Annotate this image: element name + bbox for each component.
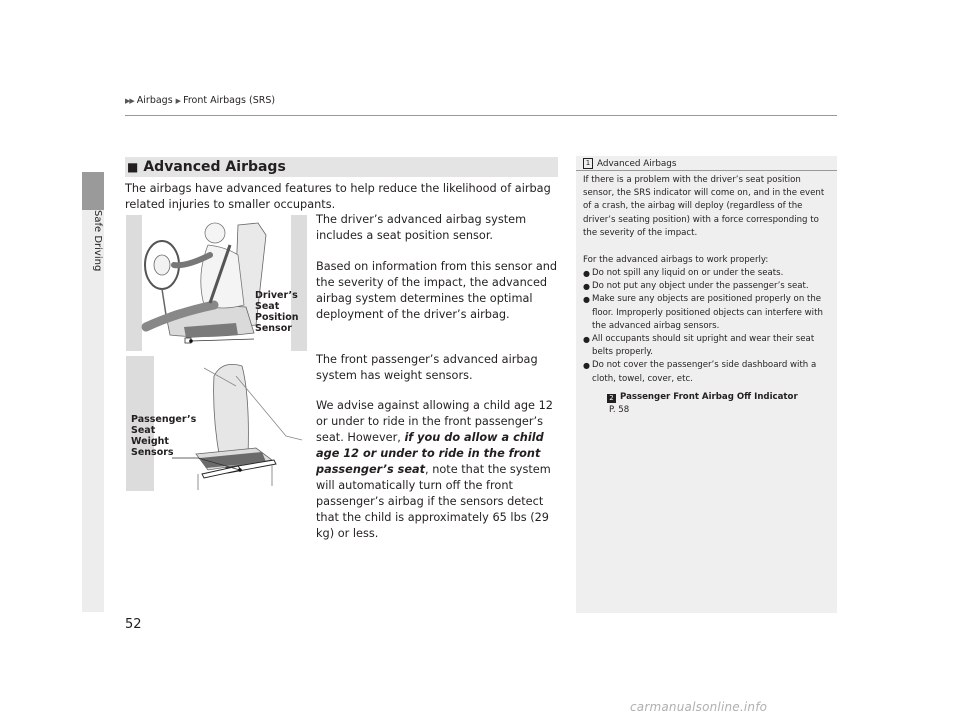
- driver-label-line: Driver’s: [255, 290, 298, 301]
- xref-arrow-icon: 2: [607, 394, 616, 403]
- xref-page[interactable]: P. 58: [609, 405, 630, 416]
- section-heading: [125, 157, 558, 177]
- section-tab-marker: [82, 172, 104, 210]
- list-item: ● Make sure any objects are positioned properly on the floor. Improperly positioned objects can interfere with the advanced airbag sensors.: [583, 293, 831, 333]
- sidebar-title: [583, 158, 676, 169]
- intro-paragraph: The airbags have advanced features to help reduce the likelihood of airbag related injuries to smaller occupants.: [125, 182, 551, 211]
- driver-label-line: Position: [255, 312, 299, 323]
- passenger-sensor-paragraph: The front passenger’s advanced airbag system has weight sensors.: [316, 353, 538, 382]
- xref-title[interactable]: Passenger Front Airbag Off Indicator: [620, 392, 798, 402]
- list-item: ● Do not cover the passenger’s side dashboard with a cloth, towel, cover, etc.: [583, 359, 831, 385]
- passenger-label-line: Seat: [131, 425, 156, 436]
- passenger-seat-illustration: [126, 356, 307, 491]
- passenger-label-line: Passenger’s: [131, 414, 197, 425]
- passenger-sensor-label: [131, 414, 196, 458]
- driver-seat-illustration: [126, 215, 307, 351]
- section-tab-label: Safe Driving: [92, 210, 103, 272]
- list-item: ● All occupants should sit upright and wear their seat belts properly.: [583, 333, 831, 359]
- sidebar-divider: [576, 170, 837, 171]
- child-warning-text-b: , note that the system will automatically turn off the front passenger’s airbag if the sensors detect that the child is approximately 65 lbs (29 kg) or less.: [316, 463, 551, 540]
- sidebar-title-text: Advanced Airbags: [597, 158, 677, 169]
- sidebar-paragraph: For the advanced airbags to work properly:: [583, 255, 769, 265]
- deployment-paragraph: Based on information from this sensor and the severity of the impact, the advanced airbag system determines the optimal deployment of the driver’s airbag.: [316, 260, 558, 321]
- section-heading-text: Advanced Airbags: [143, 159, 286, 175]
- sidebar-paragraph: If there is a problem with the driver’s seat position sensor, the SRS indicator will come on, and in the event of a crash, the airbag will deploy (regardless of the driver’s seating position) with a force corresponding to the severity of the impact.: [583, 175, 825, 238]
- breadcrumb-arrow-icon: ▶: [175, 96, 181, 105]
- child-warning-paragraph: [316, 398, 560, 542]
- list-item: ● Do not spill any liquid on or under the seats.: [583, 267, 831, 280]
- sidebar-bullet-list: [583, 267, 831, 386]
- child-warning-text-a: We advise against allowing a child age 12 or under to ride in the front passenger’s seat. However,: [316, 399, 553, 444]
- child-warning-emphasis: if you do allow a child age 12 or under to ride in the front passenger’s seat: [316, 431, 544, 476]
- heading-square-icon: ■: [127, 160, 139, 174]
- note-number-badge: 1: [583, 158, 593, 169]
- breadcrumb-arrow-icon: ▶▶: [125, 96, 134, 105]
- breadcrumb-item-front-airbags[interactable]: Front Airbags (SRS): [183, 95, 276, 106]
- header-divider: [125, 115, 837, 116]
- breadcrumb: [125, 95, 275, 106]
- list-item: ● Do not put any object under the passenger’s seat.: [583, 280, 831, 293]
- page-number: 52: [125, 617, 142, 632]
- passenger-label-line: Sensors: [131, 447, 174, 458]
- cross-reference-link[interactable]: [607, 391, 798, 417]
- driver-sensor-label: [255, 290, 299, 334]
- watermark: carmanualsonline.info: [630, 700, 768, 714]
- driver-label-line: Seat: [255, 301, 280, 312]
- breadcrumb-item-airbags[interactable]: Airbags: [136, 95, 173, 106]
- driver-label-line: Sensor: [255, 323, 292, 334]
- driver-sensor-paragraph: The driver’s advanced airbag system includes a seat position sensor.: [316, 213, 527, 242]
- passenger-label-line: Weight: [131, 436, 169, 447]
